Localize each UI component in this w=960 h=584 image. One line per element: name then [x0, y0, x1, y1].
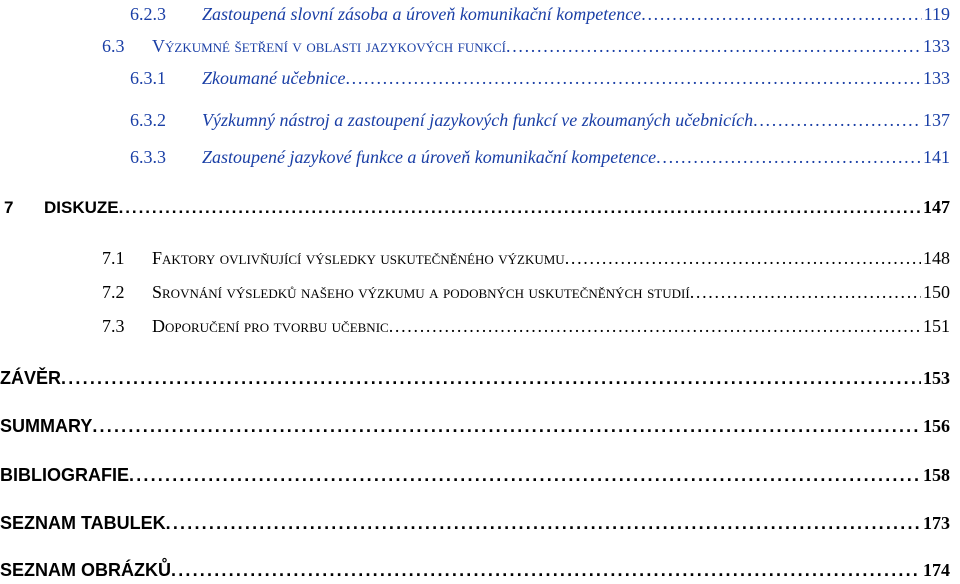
toc-entry-title: SUMMARY [0, 416, 93, 436]
toc-entry-title: BIBLIOGRAFIE [0, 465, 129, 485]
toc-entry-title: Výzkumné šetření v oblasti jazykových funkcí [152, 36, 506, 56]
toc-entry-title: Výzkumný nástroj a zastoupení jazykových funkcí ve zkoumaných učebnicích [202, 110, 754, 130]
toc-entry-title: Zastoupená slovní zásoba a úroveň komunikační kompetence [202, 4, 642, 24]
toc-dot-leader [641, 0, 921, 28]
toc-entry-summary[interactable] [0, 412, 950, 440]
toc-dot-leader [61, 364, 921, 392]
toc-entry-page: 137 [923, 110, 950, 130]
toc-dot-leader [92, 412, 921, 440]
toc-entry-page: 151 [923, 316, 950, 336]
toc-entry-page: 147 [923, 197, 950, 217]
toc-dot-leader [171, 556, 921, 584]
toc-entry-title: DISKUZE [44, 198, 119, 217]
toc-entry-7-1[interactable] [102, 244, 950, 272]
toc-entry-title: Zastoupené jazykové funkce a úroveň komunikační kompetence [202, 147, 657, 167]
toc-entry-title: Srovnání výsledků našeho výzkumu a podobných uskutečněných studií [152, 282, 690, 302]
toc-dot-leader [565, 244, 921, 272]
toc-entry-page: 174 [923, 560, 950, 580]
toc-entry-page: 133 [923, 68, 950, 88]
toc-entry-title: SEZNAM OBRÁZKŮ [0, 560, 171, 580]
toc-entry-6-3-1[interactable] [130, 64, 950, 92]
toc-entry-seznam-tabulek[interactable] [0, 509, 950, 537]
toc-entry-page: 119 [923, 4, 950, 24]
toc-dot-leader [345, 64, 921, 92]
toc-entry-6-3[interactable] [102, 32, 950, 60]
toc-entry-seznam-obrazku[interactable] [0, 556, 950, 584]
toc-entry-number: 6.3.1 [130, 68, 166, 88]
toc-entry-page: 133 [923, 36, 950, 56]
toc-entry-number: 7 [4, 198, 14, 217]
toc-entry-zaver[interactable] [0, 364, 950, 392]
toc-dot-leader [166, 509, 921, 537]
toc-entry-title: SEZNAM TABULEK [0, 513, 166, 533]
toc-entry-7[interactable] [4, 193, 950, 221]
toc-entry-7-2[interactable] [102, 278, 950, 306]
toc-dot-leader [389, 312, 921, 340]
toc-entry-number: 6.3 [102, 36, 125, 56]
toc-entry-6-3-2[interactable] [130, 106, 950, 134]
toc-entry-6-2-3[interactable] [130, 0, 950, 28]
toc-entry-number: 6.2.3 [130, 4, 166, 24]
toc-entry-number: 6.3.2 [130, 110, 166, 130]
toc-dot-leader [753, 106, 921, 134]
toc-entry-bibliografie[interactable] [0, 461, 950, 489]
toc-entry-title: Faktory ovlivňující výsledky uskutečněného výzkumu [152, 248, 565, 268]
toc-entry-page: 150 [923, 282, 950, 302]
toc-entry-title: ZÁVĚR [0, 368, 62, 388]
toc-entry-page: 158 [923, 465, 950, 485]
toc-entry-page: 156 [923, 416, 950, 436]
toc-entry-number: 7.3 [102, 316, 125, 336]
toc-entry-number: 7.2 [102, 282, 125, 302]
toc-entry-number: 7.1 [102, 248, 125, 268]
toc-entry-page: 141 [923, 147, 950, 167]
toc-entry-page: 173 [923, 513, 950, 533]
toc-dot-leader [119, 194, 921, 222]
toc-entry-page: 153 [923, 368, 950, 388]
toc-dot-leader [129, 461, 921, 489]
toc-dot-leader [506, 32, 921, 60]
toc-dot-leader [656, 143, 921, 171]
toc-entry-6-3-3[interactable] [130, 143, 950, 171]
toc-entry-title: Doporučení pro tvorbu učebnic [152, 316, 389, 336]
toc-entry-7-3[interactable] [102, 312, 950, 340]
toc-entry-number: 6.3.3 [130, 147, 166, 167]
toc-entry-title: Zkoumané učebnice [202, 68, 346, 88]
toc-entry-page: 148 [923, 248, 950, 268]
toc-dot-leader [690, 278, 921, 306]
